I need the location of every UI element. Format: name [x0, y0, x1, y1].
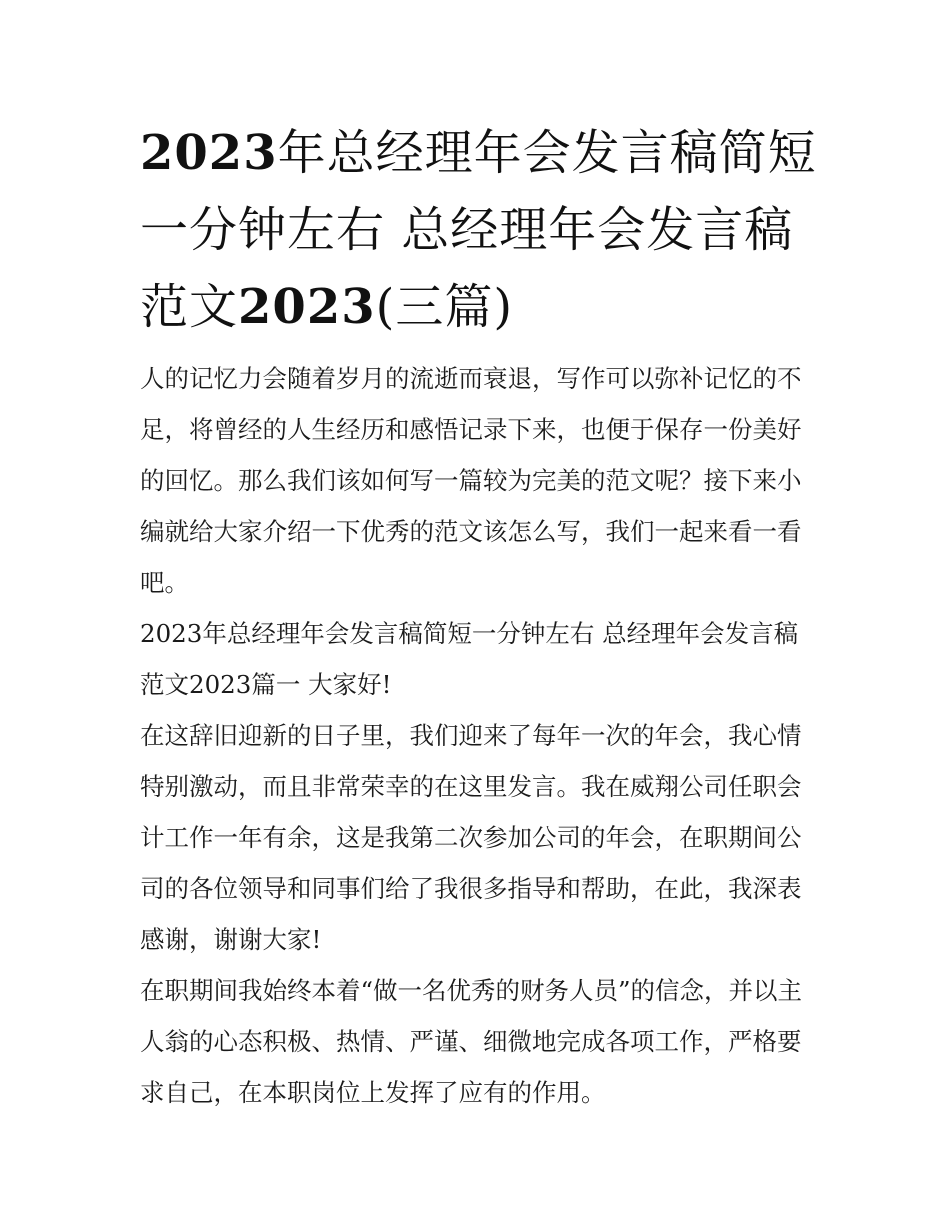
title-suffix: (三篇) — [375, 279, 514, 335]
title-year-second: 2023 — [238, 279, 376, 335]
title-year: 2023 — [140, 125, 278, 181]
intro-paragraph: 人的记忆力会随着岁月的流逝而衰退，写作可以弥补记忆的不足，将曾经的人生经历和感悟记录下来，也便于保存一份美好的回忆。那么我们该如何写一篇较为完美的范文呢？接下来小编就给大家介绍一下优秀的范文该怎么写，我们一起来看一看吧。 — [140, 364, 802, 597]
body-paragraph-1: 在这辞旧迎新的日子里，我们迎来了每年一次的年会，我心情特别激动，而且非常荣幸的在这里发言。我在威翔公司任职会计工作一年有余，这是我第二次参加公司的年会，在职期间公司的各位领导和同事们给了我很多指导和帮助，在此，我深表感谢，谢谢大家! — [140, 721, 802, 954]
title-text: 年总经理年会发言稿简短一分钟左右 总经理年会发言稿范文 — [140, 125, 817, 335]
section-heading-paragraph: 2023年总经理年会发言稿简短一分钟左右 总经理年会发言稿范文2023篇一 大家好! — [140, 619, 799, 699]
document-title — [140, 115, 820, 346]
document-body — [140, 353, 820, 1118]
body-paragraph-2: 在职期间我始终本着“做一名优秀的财务人员”的信念，并以主人翁的心态积极、热情、严谨、细微地完成各项工作，严格要求自己，在本职岗位上发挥了应有的作用。 — [140, 976, 803, 1107]
